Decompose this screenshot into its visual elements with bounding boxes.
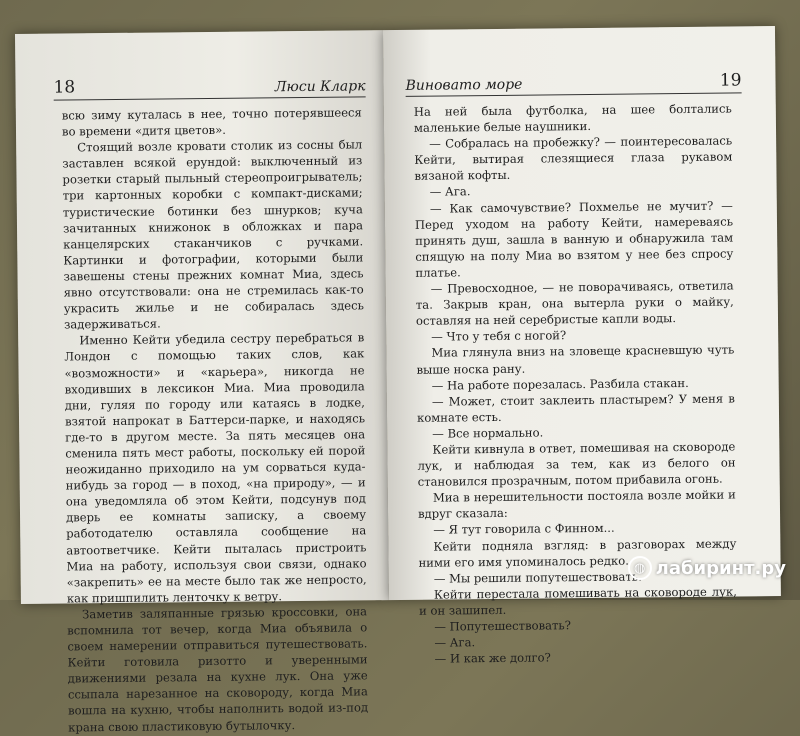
paragraph: — Может, стоит заклеить пластырем? У меня в комнате есть.	[416, 391, 735, 425]
page-number: 19	[719, 70, 742, 91]
paragraph: На ней была футболка, на шее болтались маленькие белые наушники.	[413, 101, 732, 135]
right-page-text	[414, 100, 738, 667]
running-head-title: Виновато море	[405, 76, 523, 94]
left-page	[15, 30, 389, 735]
left-page-header	[53, 74, 365, 100]
paragraph: Кейти подняла взгляд: в разговорах между ними его имя упоминалось редко.	[418, 536, 737, 570]
paragraph: Миа глянула вниз на зловеще красневшую чуть выше носка рану.	[416, 342, 735, 377]
paragraph: Кейти перестала помешивать на сковороде лук, и он зашипел.	[418, 584, 737, 618]
right-page-header	[405, 70, 741, 97]
running-head-author: Люси Кларк	[274, 78, 366, 96]
paragraph: — На работе порезалась. Разбила стакан.	[431, 375, 689, 393]
paragraph: Миа в нерешительности постояла возле мойки и вдруг сказала:	[417, 487, 736, 522]
page-number: 18	[53, 77, 76, 98]
left-page-text	[62, 104, 369, 735]
paragraph: — Я тут говорила с Финном...	[433, 521, 615, 538]
paragraph: — Что у тебя с ногой?	[431, 328, 567, 344]
paragraph: — Как самочувствие? Похмелье не мучит? — Перед уходом на работу Кейти, намереваясь принять душ, зашла в ванную и обнаружила там спящую на полу Миа во взятом у нее без спросу платье.	[414, 198, 734, 280]
paragraph: — Собралась на пробежку? — поинтересовалась Кейти, вытирая слезящиеся глаза рукавом вязаной кофты.	[414, 133, 733, 184]
paragraph: — Мы решили попутешествовать.	[433, 569, 642, 586]
paragraph: Заметив заляпанные грязью кроссовки, она вспомнила тот вечер, когда Миа объявила о своем намерении отправиться путешествовать. Кейти готовила ризотто и уверенными движениями резала на кухне лук. Она уже ссыпала нарезанное на сковороду, когда Миа вошла на кухню, чтобы наполнить водой из-под крана свою пластиковую бутылочку.	[67, 604, 369, 735]
paragraph: — И как же долго?	[434, 650, 551, 666]
labirint-logo-icon: ◍	[628, 556, 652, 580]
paragraph: — Все нормально.	[432, 425, 544, 441]
right-page	[383, 26, 781, 666]
paragraph: — Ага.	[434, 635, 476, 650]
watermark-text: лабиринт.ру	[655, 557, 786, 579]
paragraph: Кейти кивнула в ответ, помешивая на сковороде лук, и наблюдая за тем, как из белого он становился прозрачным, потом прибавила огонь.	[417, 439, 736, 489]
labirint-watermark	[628, 556, 786, 580]
paragraph: всю зиму куталась в нее, точно потерявшееся во времени «дитя цветов».	[61, 105, 362, 139]
paragraph: Стоящий возле кровати столик из сосны был заставлен всякой ерундой: выключенный из розетки старый пыльный стереопроигрыватель; три картонных коробки с компакт-дисками; туристические ботинки без шнурков; куча зачитанных книжонок в обложках и пара канцелярских стаканчиков с ручками. Картинки и фотографии, которыми были завешены стены прежних комнат Миа, здесь явно отсутствовали: она не стремилась как-то украсить жилье и не собиралась здесь задерживаться.	[62, 137, 364, 332]
paragraph: Именно Кейти убедила сестру перебраться в Лондон с помощью таких слов, как «возможности» и «карьера», никогда не входивших в лексикон Миа. Миа проводила дни, гуляя по городу или катаясь в лодке, взятой напрокат в Баттерси-парке, и находясь где-то в другом месте. За пять месяцев она сменила пять мест работы, поскольку ей порой неожиданно приходило на ум сорваться куда-нибудь за город — в поход, «на природу», — и она уведомляла об этом Кейти, подсунув под дверь ее комнаты записку, а своему работодателю оставляла сообщение на автоответчике. Кейти пыталась пристроить Миа на работу, используя свои связи, однако «закрепить» ее на месте было так же непросто, как пришпилить ленточку к ветру.	[64, 330, 367, 606]
paragraph: — Попутешествовать?	[434, 618, 571, 634]
paragraph: — Превосходное, — не поворачиваясь, ответила та. Закрыв кран, она вытерла руки о майку, оставляя на ней серебристые капли воды.	[415, 278, 734, 329]
open-book	[15, 26, 781, 735]
paragraph: — Ага.	[429, 184, 471, 200]
